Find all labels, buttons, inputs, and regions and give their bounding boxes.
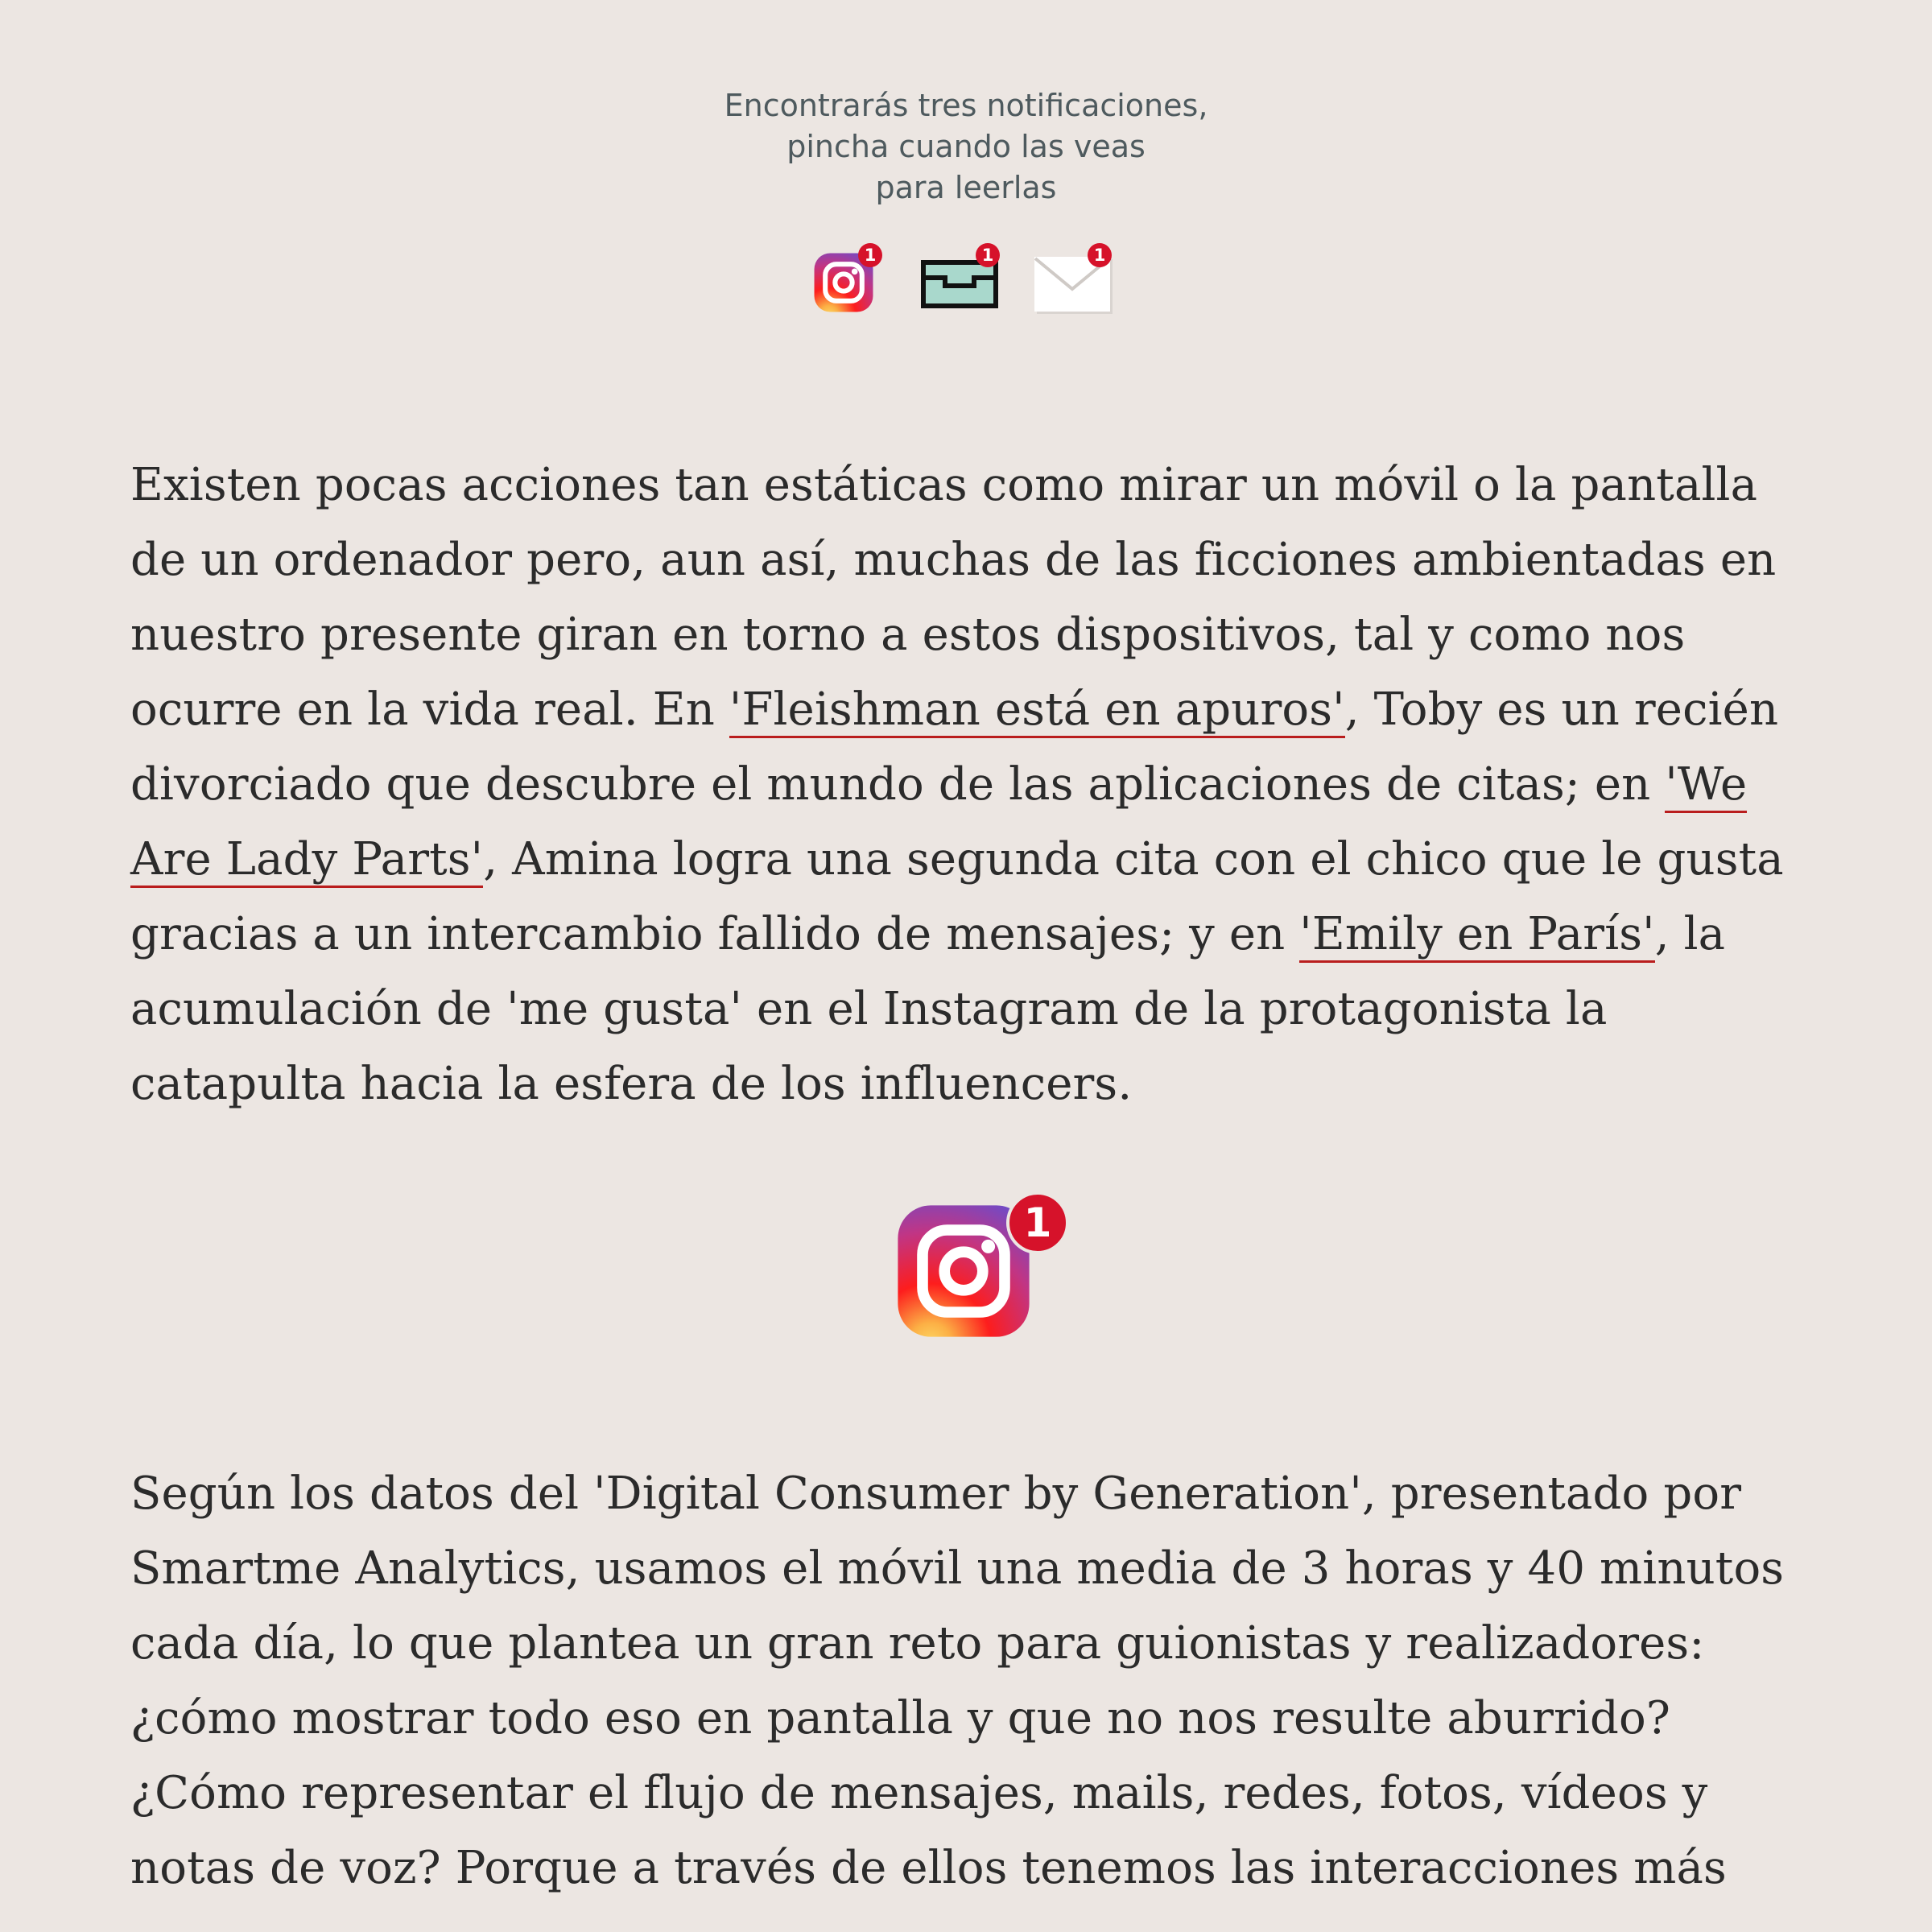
paragraph-text: , la acumulación de 'me gusta' en el Instagram de la protagonista la catapulta hacia la esfera de los influencers. (130, 908, 1726, 1110)
notification-badge: 1 (976, 243, 1000, 267)
notification-badge: 1 (1006, 1191, 1069, 1254)
notification-badge: 1 (1088, 243, 1112, 267)
notification-inbox-button[interactable] (921, 246, 1005, 318)
intro-line: para leerlas (875, 170, 1057, 205)
article-paragraph (130, 448, 1805, 1121)
intro-line: Encontrarás tres notificaciones, (724, 88, 1208, 123)
notification-badge: 1 (858, 243, 882, 267)
link-emily-en-paris[interactable]: 'Emily en París' (1299, 908, 1654, 963)
paragraph-text: , Amina logra una segunda cita con el chico que le gusta gracias a un intercambio fallido de mensajes; y en (130, 833, 1784, 960)
paragraph-text: Existen pocas acciones tan estáticas como mirar un móvil o la pantalla de un ordenador pero, aun así, muchas de las ficciones ambientadas en nuestro presente giran en torno a estos dispositivos, tal y como nos ocurre en la vida real. En (130, 459, 1777, 736)
article-paragraph: Según los datos del 'Digital Consumer by Generation', presentado por Smartme Analytics, usamos el móvil una media de 3 horas y 40 minutos cada día, lo que plantea un gran reto para guionistas y realizadores: ¿cómo mostrar todo eso en pantalla y que no nos resulte aburrido? ¿Cómo representar el flujo de mensajes, mails, redes, fotos, vídeos y notas de voz? Porque a través de ellos tenemos las interacciones más (130, 1468, 1785, 1894)
notification-mail-button[interactable] (1034, 246, 1123, 318)
inbox-tray-icon (921, 260, 998, 308)
paragraph-text: , Toby es un recién divorciado que descubre el mundo de las aplicaciones de citas; en (130, 683, 1779, 811)
notification-tray (0, 246, 1932, 318)
intro-line: pincha cuando las veas (786, 129, 1146, 164)
featured-instagram-notification-button[interactable] (895, 1191, 1072, 1336)
intro-instructions (0, 85, 1932, 208)
link-we-are-lady-parts[interactable]: 'We Are Lady Parts' (130, 758, 1747, 888)
link-fleishman[interactable]: 'Fleishman está en apuros' (729, 683, 1345, 738)
notification-instagram-button[interactable] (813, 246, 886, 318)
